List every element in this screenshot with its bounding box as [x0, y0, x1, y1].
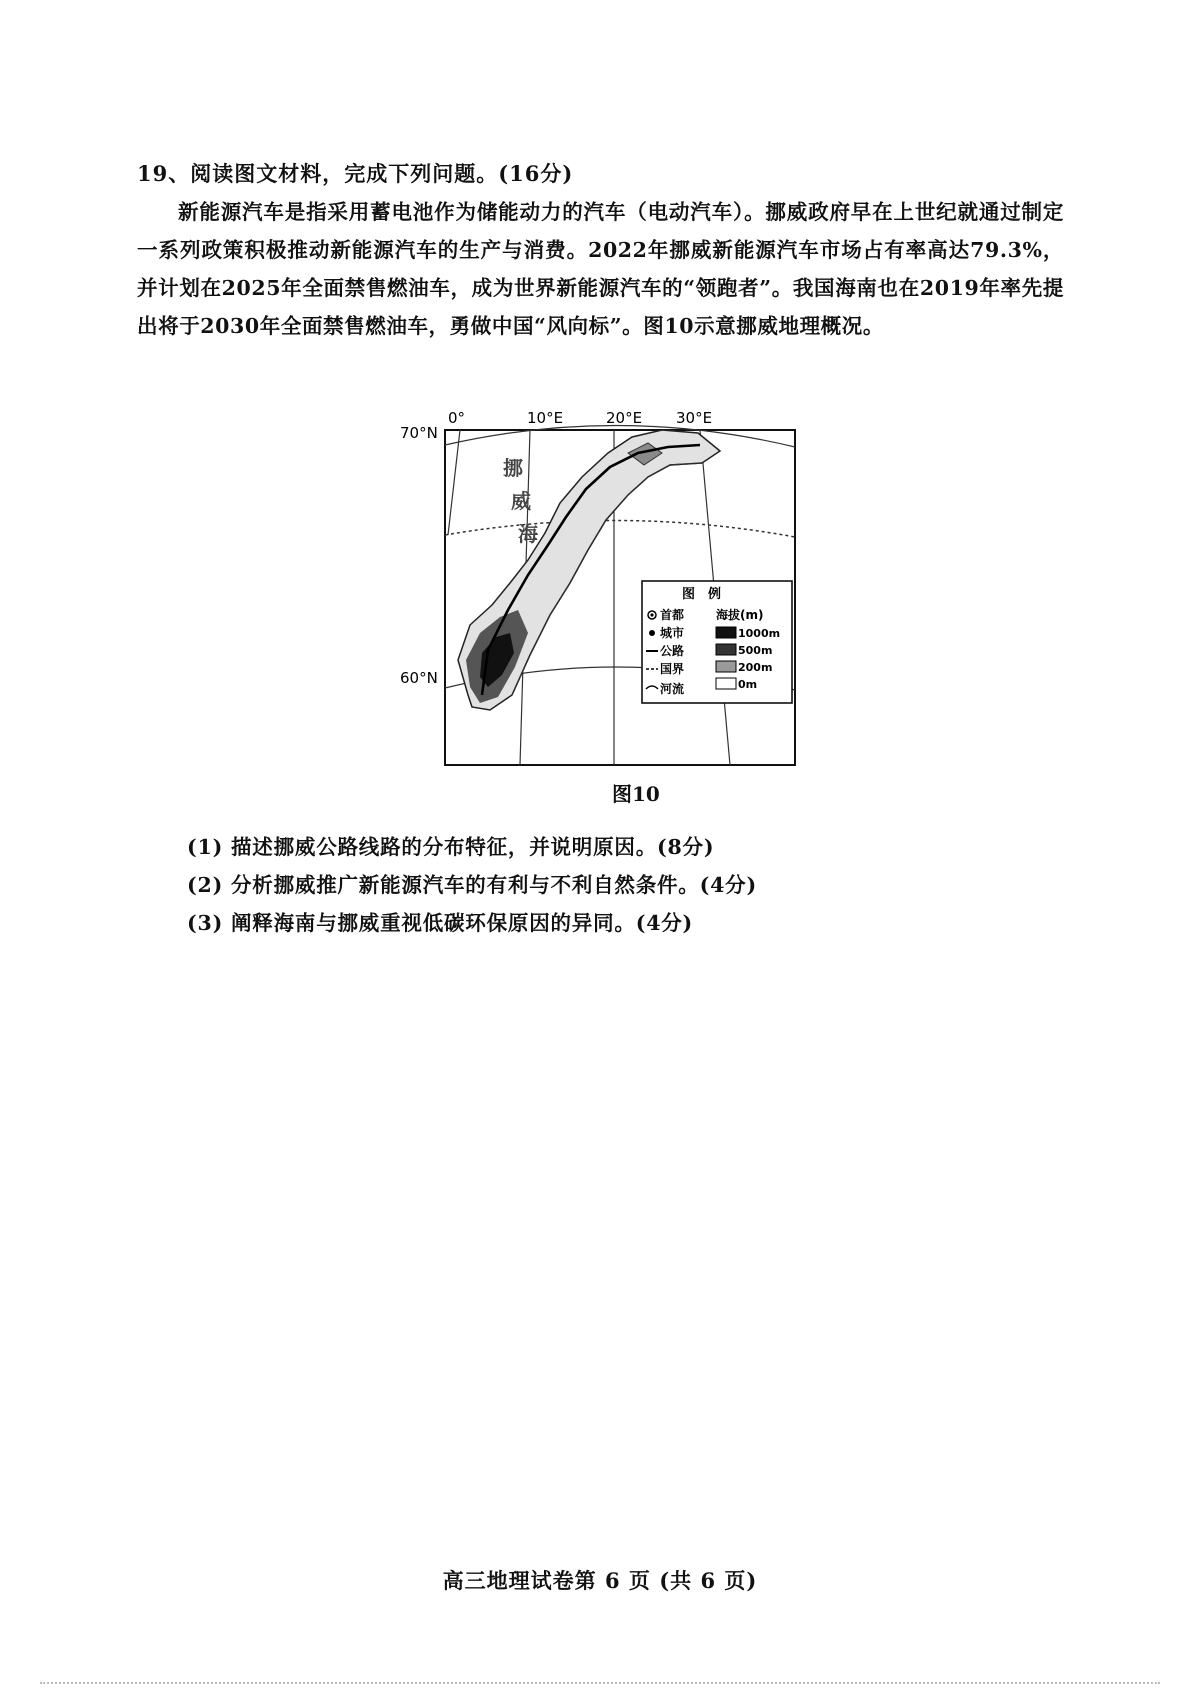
lon-label-30e: 30°E: [676, 409, 713, 427]
legend-item-city: 城市: [660, 626, 685, 640]
sub-question-list: [187, 828, 757, 942]
question-title: 19、阅读图文材料，完成下列问题。(16分): [137, 161, 574, 186]
norway-map-figure: [400, 405, 800, 770]
legend-item-road: 公路: [660, 644, 685, 658]
sub-question-2: (2) 分析挪威推广新能源汽车的有利与不利自然条件。(4分): [187, 873, 757, 897]
elevation-swatch-500: [716, 644, 736, 655]
elevation-swatch-200: [716, 661, 736, 672]
page-footer: 高三地理试卷第 6 页 (共 6 页): [442, 1568, 758, 1593]
figure-caption: 图10: [612, 782, 660, 806]
map-legend: [642, 581, 792, 703]
lon-label-10e: 10°E: [527, 409, 564, 427]
legend-elevation-title: 海拔(m): [716, 608, 764, 622]
question-paragraph: 新能源汽车是指采用蓄电池作为储能动力的汽车（电动汽车）。挪威政府早在上世纪就通过制定一系列政策积极推动新能源汽车的生产与消费。2022年挪威新能源汽车市场占有率高达79.3%，并计划在2025年全面禁售燃油车，成为世界新能源汽车的“领跑者”。我国海南也在2019年率先提出将于2030年全面禁售燃油车，勇做中国“风向标”。图10示意挪威地理概况。: [137, 200, 1064, 338]
elevation-label-1000: 1000m: [738, 627, 781, 640]
elevation-label-500: 500m: [738, 644, 773, 657]
lat-label-60n: 60°N: [400, 669, 438, 687]
legend-title: 图 例: [682, 587, 722, 602]
lon-label-20e: 20°E: [606, 409, 643, 427]
elevation-label-0: 0m: [738, 678, 758, 691]
sub-question-1: (1) 描述挪威公路线路的分布特征，并说明原因。(8分): [187, 835, 715, 859]
lon-label-0: 0°: [448, 409, 466, 427]
city-icon: [649, 630, 655, 636]
legend-item-border: 国界: [660, 662, 685, 676]
legend-item-river: 河流: [660, 682, 685, 696]
legend-item-capital: 首都: [660, 608, 685, 622]
sub-question-3: (3) 阐释海南与挪威重视低碳环保原因的异同。(4分): [187, 911, 694, 935]
scan-edge-dots: [40, 1682, 1160, 1684]
sea-label-char-3: 海: [518, 522, 538, 546]
lat-label-70n: 70°N: [400, 424, 438, 442]
elevation-label-200: 200m: [738, 661, 773, 674]
sea-label-char-2: 威: [511, 489, 531, 513]
sea-label-char-1: 挪: [503, 456, 523, 480]
elevation-swatch-1000: [716, 627, 736, 638]
elevation-swatch-0: [716, 678, 736, 689]
